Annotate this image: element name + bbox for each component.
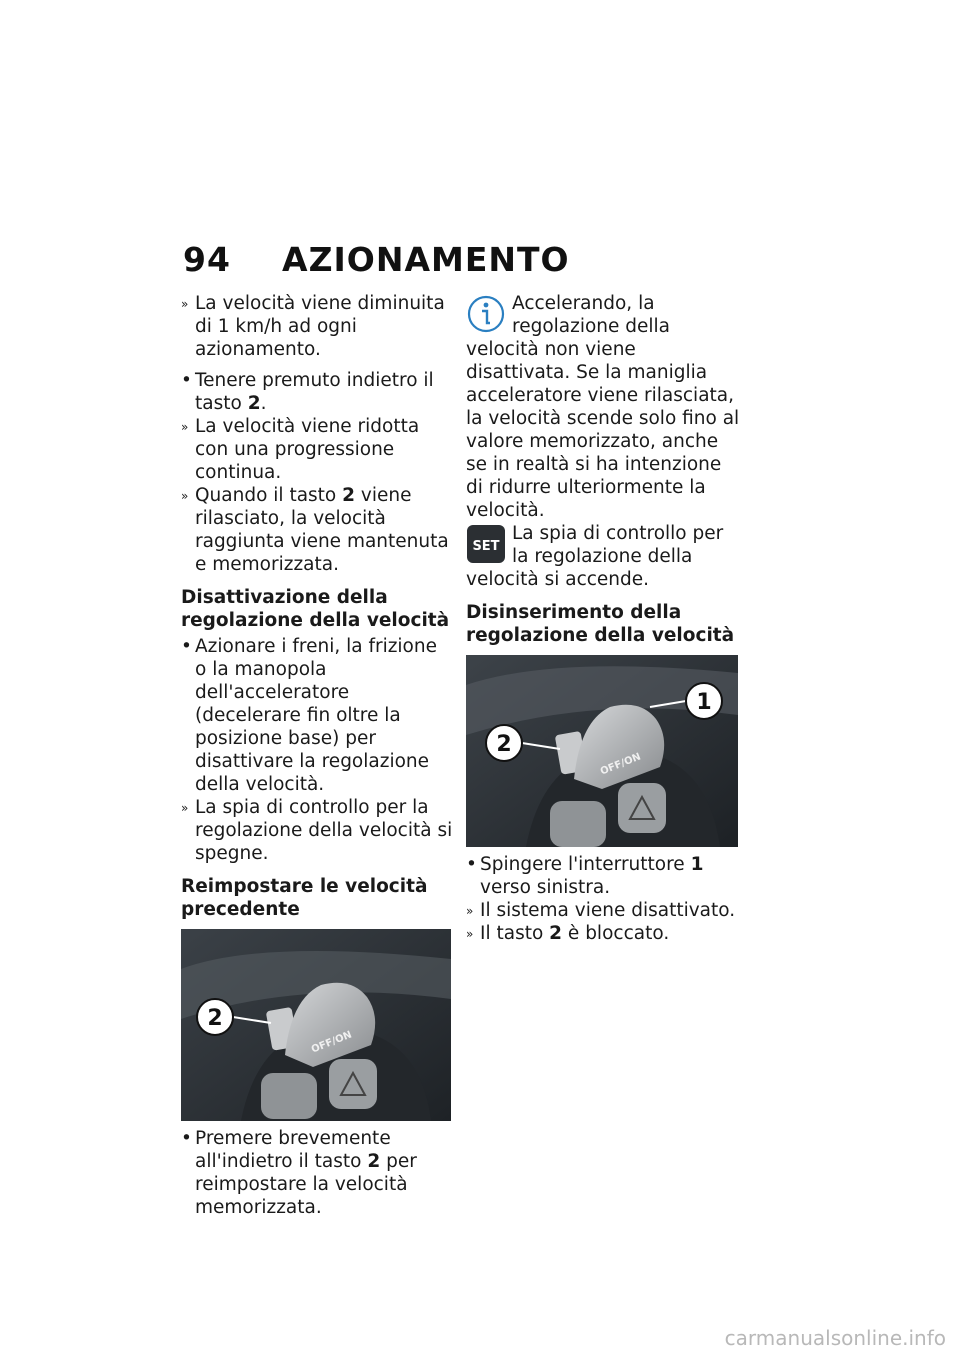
page-header [183, 240, 570, 280]
info-note [466, 292, 742, 522]
chapter-title: AZIONAMENTO [282, 240, 570, 279]
switch-label: OFF/ON [309, 1029, 354, 1056]
result-marker: » [181, 801, 189, 815]
result-item: » La spia di controllo per la regolazione della velocità si spegne. [181, 797, 453, 864]
result-item: » Quando il tasto 2 viene rilasciato, la velocità raggiunta viene mantenuta e memorizzata. [181, 485, 449, 575]
section-heading: Disattivazione della regolazione della velocità [181, 587, 450, 631]
section-heading: Reimpostare le velocità precedente [181, 876, 428, 920]
result-marker: » [181, 297, 189, 311]
watermark: carmanualsonline.info [724, 1326, 946, 1350]
handlebar-switch-photo [181, 929, 451, 1121]
key-reference: 2 [247, 393, 261, 414]
key-reference: 2 [342, 485, 356, 506]
handlebar-switch-photo-2 [466, 655, 738, 847]
set-text: La spia di controllo per la regolazione della velocità si accende. [466, 523, 724, 590]
result-item: » Il sistema viene disattivato. [466, 900, 736, 921]
step-item: • Premere brevemente all'indietro il tasto 2 per reimpostare la velocità memorizzata. [181, 1128, 417, 1218]
key-reference: 2 [367, 1151, 381, 1172]
bullet: • [181, 370, 192, 391]
result-marker: » [181, 420, 189, 434]
bullet: • [181, 636, 192, 657]
callout-number-1: 1 [696, 690, 712, 715]
callout-number: 2 [207, 1006, 223, 1031]
note-text: Accelerando, la regolazione della velocità non viene disattivata. Se la maniglia acceleratore viene rilasciata, la velocità scende solo fino al valore memorizzato, anche se in realtà si ha intenzione di ridurre ulteriormente la velocità. [466, 293, 740, 521]
result-marker: » [181, 489, 189, 503]
page-number: 94 [183, 240, 231, 279]
left-column [181, 292, 453, 1219]
bullet: • [466, 854, 477, 875]
set-icon-label: SET [472, 539, 500, 554]
right-column [466, 292, 742, 945]
key-reference: 2 [549, 923, 563, 944]
result-marker: » [466, 927, 474, 941]
set-indicator-note [466, 522, 742, 591]
bullet: • [181, 1128, 192, 1149]
step-item: • Azionare i freni, la frizione o la manopola dell'acceleratore (decelerare fin oltre la posizione base) per disattivare la regolazione della velocità. [181, 636, 437, 795]
section-heading: Disinserimento della regolazione della velocità [466, 602, 735, 646]
key-reference: 1 [690, 854, 704, 875]
info-icon [466, 294, 506, 334]
result-item: » La velocità viene diminuita di 1 km/h ad ogni azionamento. [181, 293, 445, 360]
result-marker: » [466, 904, 474, 918]
step-item: • Spingere l'interruttore 1 verso sinistra. [466, 854, 704, 898]
result-item: » Il tasto 2 è bloccato. [466, 923, 670, 944]
switch-label: OFF/ON [598, 751, 643, 778]
step-item: • Tenere premuto indietro il tasto 2. [181, 370, 434, 414]
set-indicator-icon [466, 524, 506, 564]
callout-number-2: 2 [496, 732, 512, 757]
result-item: » La velocità viene ridotta con una progressione continua. [181, 416, 420, 483]
